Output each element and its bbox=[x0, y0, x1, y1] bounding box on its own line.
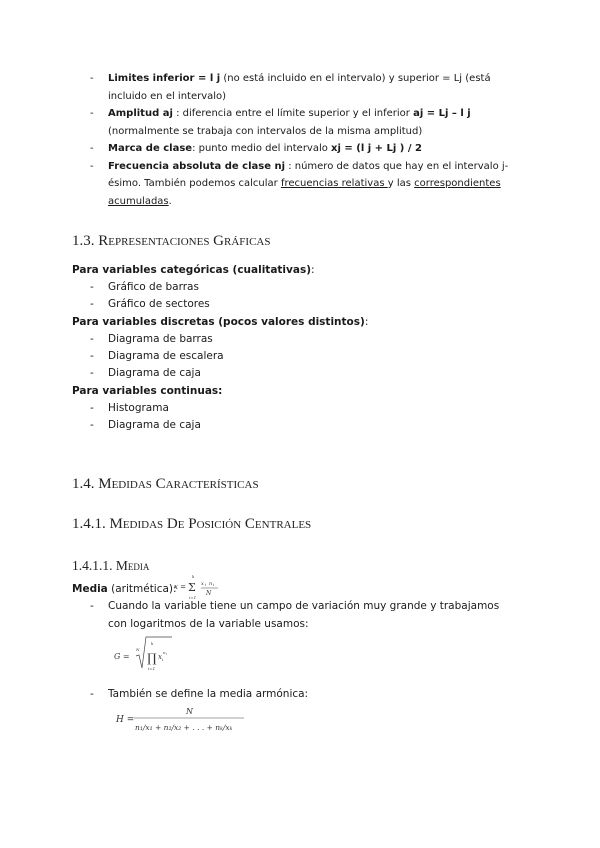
svg-text:k: k bbox=[192, 574, 195, 579]
svg-text:Σ: Σ bbox=[188, 581, 196, 594]
categorical-graphs-list bbox=[90, 279, 210, 313]
list-item: - Gráfico de barras bbox=[90, 279, 210, 296]
svg-text:x: x bbox=[158, 653, 162, 661]
list-item bbox=[90, 70, 530, 105]
svg-text:H =: H = bbox=[116, 715, 135, 725]
list-item: - También se define la media armónica: bbox=[90, 686, 510, 704]
arithmetic-mean-formula bbox=[172, 571, 232, 601]
list-item: - Diagrama de escalera bbox=[90, 348, 224, 365]
svg-text:G =: G = bbox=[114, 652, 130, 661]
svg-text:N: N bbox=[206, 590, 212, 597]
svg-text:i: i bbox=[213, 583, 215, 587]
list-item: - Histograma bbox=[90, 400, 201, 417]
relative-frequencies-link[interactable]: frecuencias relativas bbox=[280, 178, 388, 189]
term-absolute-frequency: Frecuencia absoluta de clase nj bbox=[108, 160, 286, 172]
list-item: - Diagrama de caja bbox=[90, 365, 224, 382]
svg-text:x: x bbox=[201, 581, 204, 587]
svg-text:n: n bbox=[163, 650, 166, 655]
term-limits: Limites inferior = l j bbox=[108, 73, 221, 84]
formula-inline: xj = (l j + Lj ) / 2 bbox=[331, 143, 422, 154]
group-label-categorical: Para variables categóricas (cualitativas): bbox=[72, 264, 315, 276]
media-label: Media (aritmética): bbox=[72, 583, 177, 595]
group-label-discrete: Para variables discretas (pocos valores distintos): bbox=[72, 316, 369, 328]
cumulative-frequencies-link[interactable]: correspondientes acumuladas bbox=[108, 178, 501, 207]
geometric-mean-formula bbox=[112, 634, 182, 674]
formula-inline: aj = Lj – l j bbox=[413, 108, 471, 119]
definition-text: : número de datos que hay en el intervalo j-ésimo. También podemos calcular bbox=[108, 160, 509, 189]
definition-text: . bbox=[168, 195, 172, 207]
section-heading-1-4: 1.4. Medidas Características bbox=[72, 476, 259, 492]
list-item: - Gráfico de sectores bbox=[90, 296, 210, 313]
definition-text: : diferencia entre el límite superior y el inferior bbox=[172, 108, 414, 119]
section-heading-1-3: 1.3. Representaciones Gráficas bbox=[72, 233, 271, 249]
list-item: - Diagrama de caja bbox=[90, 417, 201, 434]
term-class-mark: Marca de clase bbox=[108, 143, 193, 154]
svg-text:x =: x = bbox=[174, 583, 187, 591]
svg-text:N: N bbox=[186, 707, 193, 716]
geometric-mean-list bbox=[90, 598, 510, 633]
harmonic-mean-list bbox=[90, 686, 510, 704]
section-heading-1-4-1: 1.4.1. Medidas De Posición Centrales bbox=[72, 516, 312, 532]
svg-text:N: N bbox=[136, 647, 140, 652]
svg-text:i: i bbox=[205, 583, 207, 587]
svg-text:i=1: i=1 bbox=[189, 595, 197, 600]
list-item: - Cuando la variable tiene un campo de variación muy grande y trabajamos con logaritmos de la variable usamos: bbox=[90, 598, 510, 633]
interval-definitions-list bbox=[90, 70, 530, 210]
svg-text:∏: ∏ bbox=[147, 651, 157, 665]
definition-text: (normalmente se trabaja con intervalos de la misma amplitud) bbox=[108, 125, 423, 137]
list-item bbox=[90, 105, 530, 140]
definition-text: : punto medio del intervalo bbox=[192, 143, 332, 154]
definition-text: (no está incluido en el intervalo) y superior = Lj (está incluido en el intervalo) bbox=[108, 73, 491, 102]
list-item bbox=[90, 158, 530, 211]
svg-text:n₁/x₁ + n₂/x₂ + . . . + nₖ/xₖ: n₁/x₁ + n₂/x₂ + . . . + nₖ/xₖ bbox=[135, 723, 233, 732]
term-amplitude: Amplitud aj bbox=[108, 108, 173, 119]
section-heading-1-4-1-1: 1.4.1.1. Media bbox=[72, 558, 150, 573]
discrete-graphs-list bbox=[90, 331, 224, 383]
continuous-graphs-list bbox=[90, 400, 201, 434]
svg-text:i=1: i=1 bbox=[148, 666, 156, 671]
list-item: - Diagrama de barras bbox=[90, 331, 224, 348]
svg-text:i: i bbox=[166, 652, 167, 656]
harmonic-mean-formula bbox=[114, 703, 254, 737]
definition-text: y las bbox=[387, 178, 415, 189]
svg-text:i: i bbox=[162, 657, 164, 662]
group-label-continuous: Para variables continuas: bbox=[72, 385, 223, 397]
svg-text:k: k bbox=[151, 641, 154, 646]
list-item bbox=[90, 140, 530, 158]
svg-text:n: n bbox=[209, 581, 213, 587]
